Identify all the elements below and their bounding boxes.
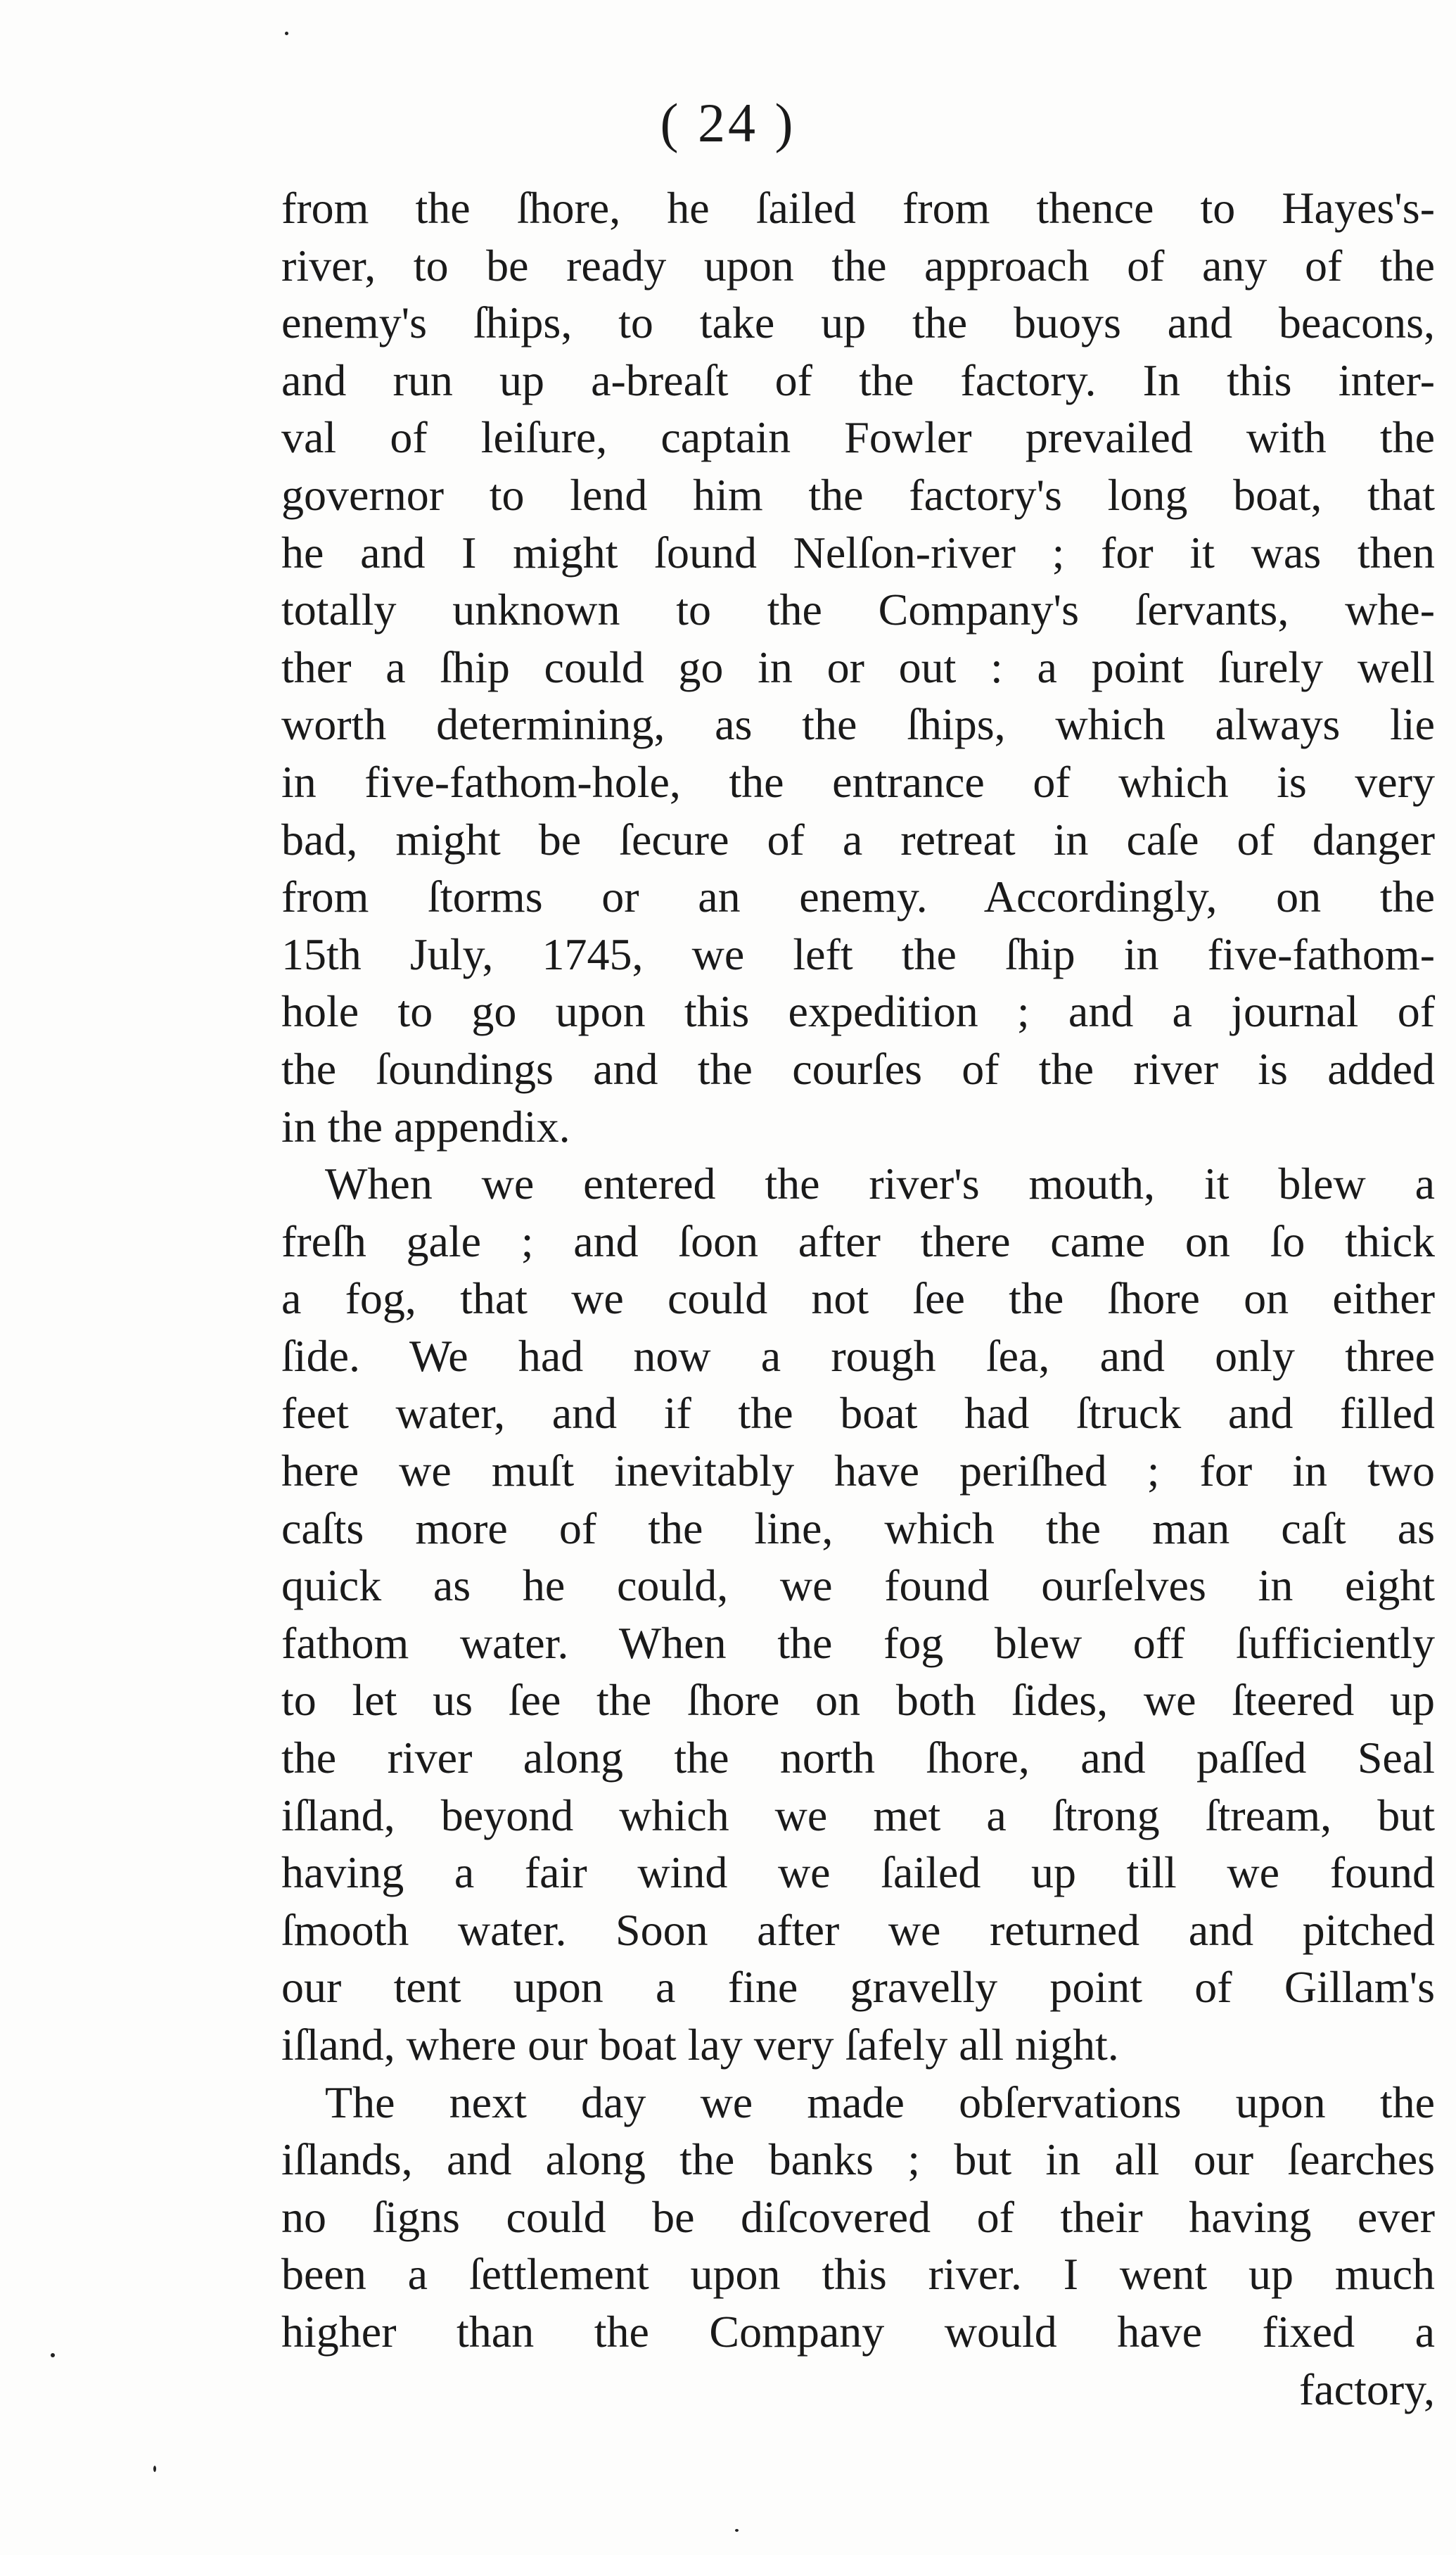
text-line: here we muſt inevitably have periſhed ; for in two <box>281 1446 1435 1496</box>
text-line: the river along the north ſhore, and paſſed Seal <box>281 1733 1435 1783</box>
text-line: governor to lend him the factory's long boat, that <box>281 469 1435 520</box>
text-line: a fog, that we could not ſee the ſhore on either <box>281 1273 1435 1324</box>
catchword: factory, <box>1298 2364 1435 2414</box>
text-line: ther a ſhip could go in or out : a point ſurely well <box>281 642 1435 692</box>
text-line: ſmooth water. Soon after we returned and pitched <box>281 1904 1435 1955</box>
text-line: having a fair wind we ſailed up till we found <box>281 1847 1435 1898</box>
text-line: feet water, and if the boat had ſtruck and filled <box>281 1388 1435 1439</box>
ink-speck <box>285 32 288 35</box>
text-line: quick as he could, we found ourſelves in eight <box>281 1560 1435 1611</box>
text-line: freſh gale ; and ſoon after there came on ſo thick <box>281 1216 1435 1266</box>
text-line: ſide. We had now a rough ſea, and only three <box>281 1330 1435 1381</box>
body-text <box>281 179 1435 2418</box>
text-line: caſts more of the line, which the man caſt as <box>281 1503 1435 1553</box>
ink-speck <box>51 2353 55 2357</box>
text-line: in the appendix. <box>281 1101 570 1152</box>
text-line: in five-fathom-hole, the entrance of which is very <box>281 756 1435 807</box>
text-line: and run up a-breaſt of the factory. In this inter- <box>281 355 1435 405</box>
text-line: hole to go upon this expedition ; and a journal of <box>281 986 1435 1037</box>
text-line: The next day we made obſervations upon the <box>325 2077 1435 2127</box>
text-line: river, to be ready upon the approach of any of the <box>281 240 1435 291</box>
page-number: ( 24 ) <box>660 92 796 153</box>
text-line: iſland, where our boat lay very ſafely all night. <box>281 2020 1119 2070</box>
text-line: iſland, beyond which we met a ſtrong ſtream, but <box>281 1790 1435 1840</box>
text-line: no ſigns could be diſcovered of their having ever <box>281 2191 1435 2242</box>
text-line: When we entered the river's mouth, it blew a <box>325 1159 1435 1209</box>
text-line: he and I might ſound Nelſon-river ; for it was then <box>281 527 1435 578</box>
text-line: iſlands, and along the banks ; but in all our ſearches <box>281 2134 1435 2185</box>
text-line: our tent upon a fine gravelly point of Gillam's <box>281 1962 1435 2013</box>
text-line: 15th July, 1745, we left the ſhip in five-fathom- <box>281 929 1435 979</box>
text-line: higher than the Company would have fixed a <box>281 2306 1435 2357</box>
text-line: the ſoundings and the courſes of the river is added <box>281 1043 1435 1094</box>
ink-speck <box>735 2529 739 2532</box>
text-line: fathom water. When the fog blew off ſufficiently <box>281 1617 1435 1668</box>
text-line: totally unknown to the Company's ſervants, whe- <box>281 585 1435 635</box>
text-line: to let us ſee the ſhore on both ſides, we ſteered up <box>281 1675 1435 1726</box>
text-line: val of leiſure, captain Fowler prevailed with the <box>281 412 1435 463</box>
text-line: been a ſettlement upon this river. I went up much <box>281 2249 1435 2300</box>
text-line: enemy's ſhips, to take up the buoys and beacons, <box>281 298 1435 348</box>
text-line: bad, might be ſecure of a retreat in caſe of danger <box>281 814 1435 865</box>
text-line: worth determining, as the ſhips, which always lie <box>281 699 1435 750</box>
ink-speck <box>153 2466 156 2472</box>
text-line: from the ſhore, he ſailed from thence to Hayes's- <box>281 183 1435 233</box>
text-line: from ſtorms or an enemy. Accordingly, on the <box>281 872 1435 922</box>
